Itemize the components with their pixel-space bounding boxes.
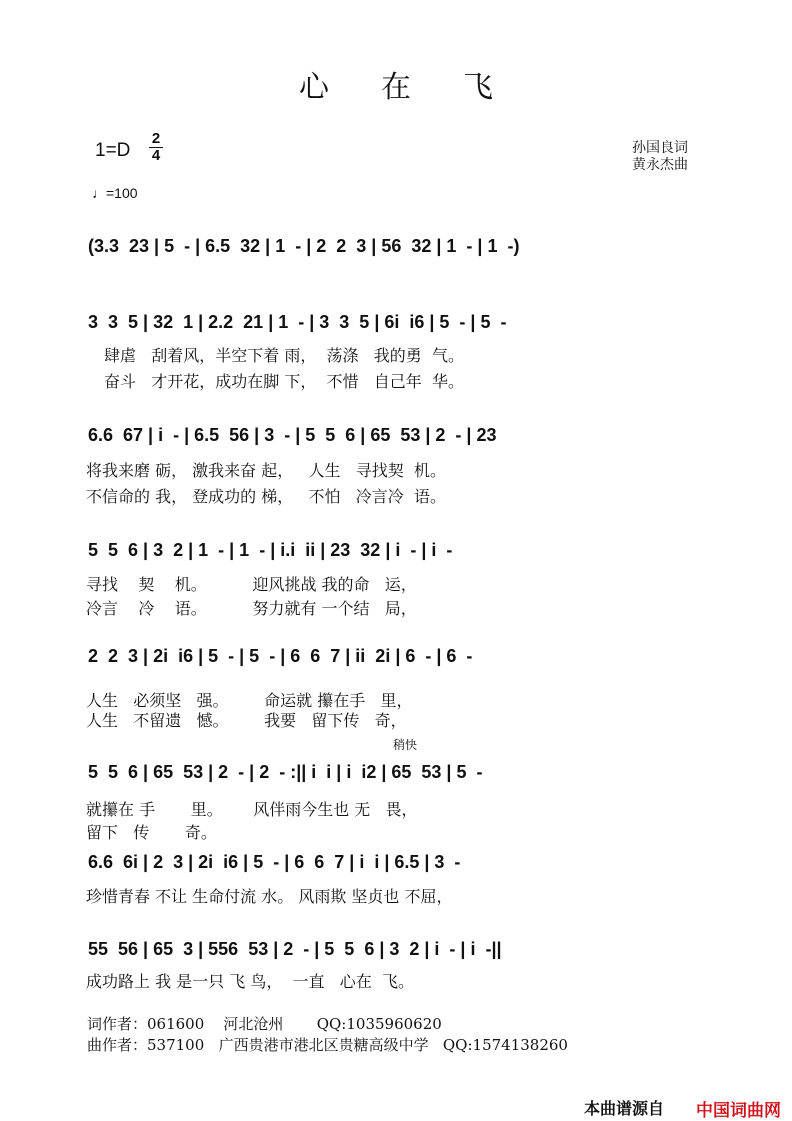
credits bbox=[632, 140, 688, 174]
lyrics-verse-1: 成功路上 我 是一只 飞 鸟， 一直 心在 飞。 bbox=[86, 972, 414, 991]
score-notes-row: 6.6 67 | i - | 6.5 56 | 3 - | 5 5 6 | 65 53 | 2 - | 23 bbox=[88, 425, 497, 445]
composer-info: 曲作者：537100 广西贵港市港北区贵糖高级中学 QQ:1574138260 bbox=[87, 1036, 568, 1054]
source-label: 本曲谱源自 bbox=[584, 1101, 665, 1118]
score-notes-row: 2 2 3 | 2i i6 | 5 - | 5 - | 6 6 7 | ii 2i | 6 - | 6 - bbox=[88, 646, 473, 666]
score-notes-row: 5 5 6 | 3 2 | 1 - | 1 - | i.i ii | 23 32 | i - | i - bbox=[88, 540, 453, 560]
lyrics-verse-1: 将我来磨 砺， 激我来奋 起， 人生 寻找契 机。 bbox=[86, 461, 446, 480]
score-notes-row: 55 56 | 65 3 | 556 53 | 2 - | 5 5 6 | 3 2 | i - | i -|| bbox=[88, 939, 502, 959]
time-sig-top: 2 bbox=[151, 130, 161, 147]
lyrics-verse-1: 寻找 契 机。 迎风挑战 我的命 运， bbox=[86, 575, 417, 594]
time-sig-bottom: 4 bbox=[149, 147, 163, 164]
lyrics-verse-2: 奋斗 才开花，成功在脚 下， 不惜 自己年 华。 bbox=[104, 372, 464, 391]
source-site-link[interactable]: 中国词曲网 bbox=[696, 1101, 781, 1120]
key-signature: 1=D bbox=[95, 140, 131, 161]
page-title: 心在飞 bbox=[299, 70, 545, 105]
tempo-marking: ♩=100 bbox=[92, 185, 138, 201]
composer-credit: 黄永杰曲 bbox=[632, 157, 688, 173]
lyrics-verse-1: 就攥在 手 里。 风伴雨今生也 无 畏， bbox=[86, 800, 418, 819]
lyrics-verse-2: 留下 传 奇。 bbox=[86, 823, 217, 842]
lyrics-verse-1: 珍惜青春 不让 生命付流 水。 风雨欺 坚贞也 不屈， bbox=[86, 887, 453, 906]
lyricist-info: 词作者：061600 河北沧州 QQ:1035960620 bbox=[87, 1015, 442, 1033]
lyrics-verse-2: 不信命的 我， 登成功的 梯， 不怕 冷言冷 语。 bbox=[86, 487, 446, 506]
time-signature bbox=[149, 131, 163, 164]
score-notes-row: 6.6 6i | 2 3 | 2i i6 | 5 - | 6 6 7 | i i | 6.5 | 3 - bbox=[88, 852, 461, 872]
score-notes-row: (3.3 23 | 5 - | 6.5 32 | 1 - | 2 2 3 | 56 32 | 1 - | 1 -) bbox=[88, 236, 520, 256]
score-notes-row: 3 3 5 | 32 1 | 2.2 21 | 1 - | 3 3 5 | 6i i6 | 5 - | 5 - bbox=[88, 312, 507, 332]
tempo-change-marking: 稍快 bbox=[393, 738, 418, 752]
lyrics-verse-1: 人生 必须坚 强。 命运就 攥在手 里， bbox=[86, 691, 413, 710]
lyrics-verse-1: 肆虐 刮着风，半空下着 雨， 荡涤 我的勇 气。 bbox=[104, 346, 464, 365]
lyricist-credit: 孙国良词 bbox=[632, 140, 688, 156]
score-notes-row: 5 5 6 | 65 53 | 2 - | 2 - :|| i i | i i2 | 65 53 | 5 - bbox=[88, 762, 483, 782]
lyrics-verse-2: 冷言 冷 语。 努力就有 一个结 局， bbox=[86, 599, 417, 618]
lyrics-verse-2: 人生 不留遗 憾。 我要 留下传 奇， bbox=[86, 711, 407, 730]
